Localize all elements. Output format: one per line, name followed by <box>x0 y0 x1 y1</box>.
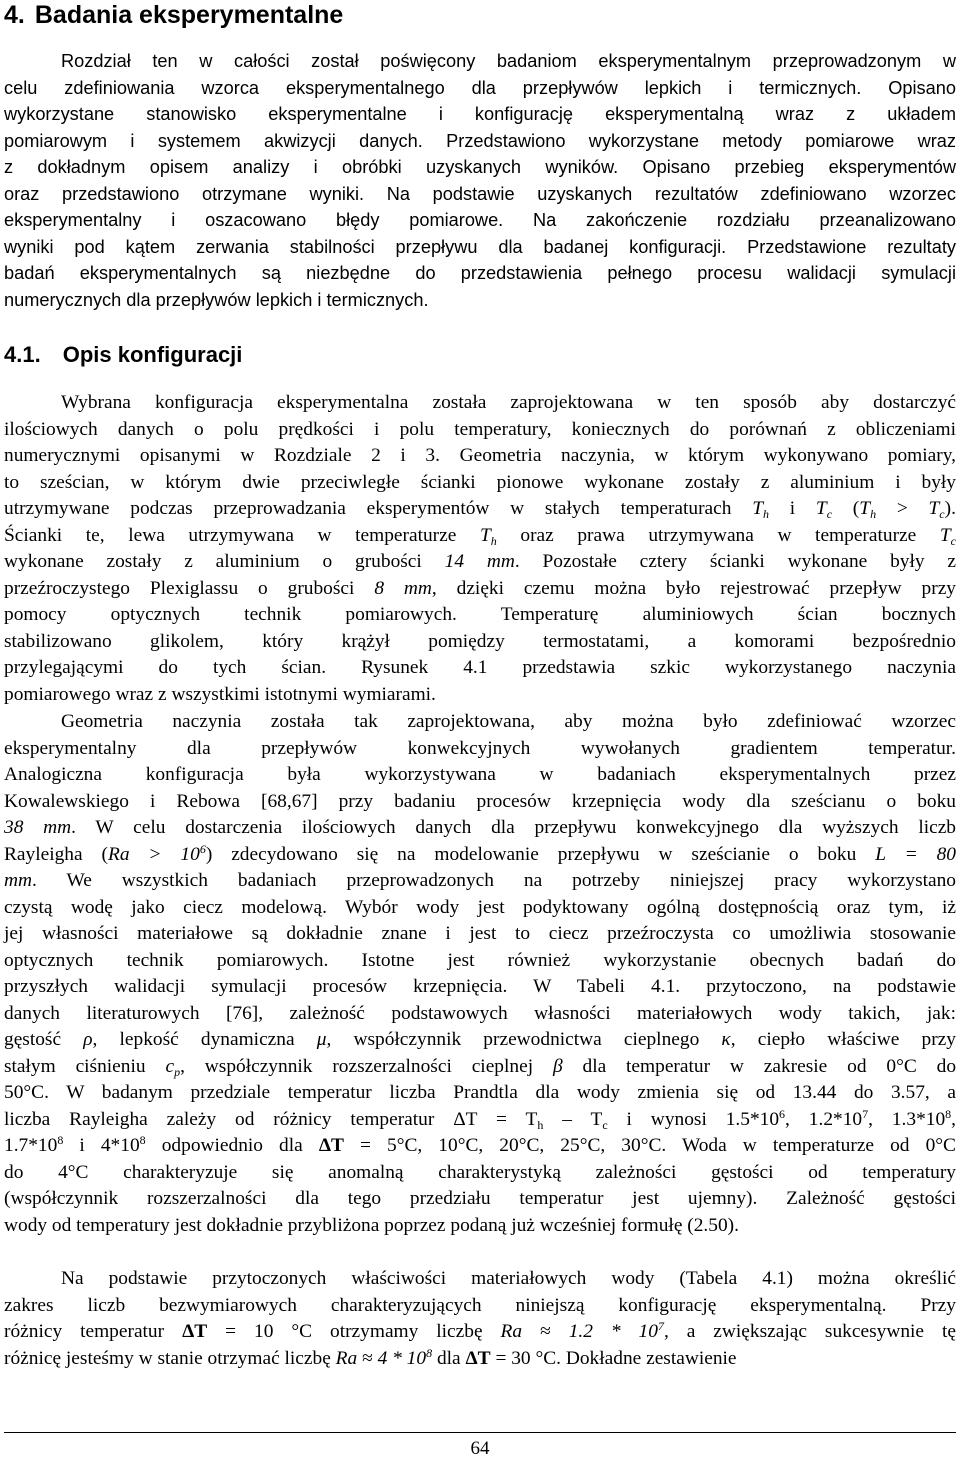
intro-line: pomiarowym i systemem akwizycji danych. Przedstawiono wykorzystane metody pomiarowe wraz <box>4 130 956 151</box>
text-line: 50°C. W badanym przedziale temperatur liczba Prandtla dla wody zmienia się od 13.44 do 3.57, a <box>4 1082 956 1103</box>
text-line: Geometria naczynia została tak zaprojektowana, aby można było zdefiniować wzorzec <box>61 711 956 732</box>
text-line: numerycznymi opisanymi w Rozdziale 2 i 3. Geometria naczynia, w którym wykonywano pomiary, <box>4 445 956 466</box>
text-line: pomocy optycznych technik pomiarowych. Temperaturę aluminiowych ścian bocznych <box>4 604 956 625</box>
text-line: różnicy temperatur ΔT = 10 °C otrzymamy liczbę $Ra \approx 1.2 * 10^7$, a zwiększając sukcesywnie tę <box>4 1319 956 1342</box>
text-line: przeźroczystego Plexiglassu o grubości 8 mm, dzięki czemu można było rejestrować przepływ przy <box>4 577 956 599</box>
intro-line: eksperymentalny i oszacowano błędy pomiarowe. Na zakończenie rozdziału przeanalizowano <box>4 210 956 230</box>
text-line: czystą wodę jako ciecz modelową. Wybór wody jest podyktowany ogólną dostępnością oraz tym, iż <box>4 896 956 918</box>
text-line: Analogiczna konfiguracja była wykorzystywana w badaniach eksperymentalnych przez <box>4 764 956 785</box>
text-line: liczba Rayleigha zależy od różnicy temperatur $\Delta T = T_h - T_c$ i wynosi $1.5*10^6$, $1.2*10^7$, $1.3*10^8$, <box>4 1106 957 1132</box>
text-line: stałym ciśnieniu $c_p$, współczynnik rozszerzalności cieplnej β dla temperatur w zakresie od 0°C do <box>4 1055 957 1079</box>
text-line: mm. We wszystkich badaniach przeprowadzonych na potrzeby niniejszej pracy wykorzystano <box>4 870 956 891</box>
text-line: optycznych technik pomiarowych. Istotne jest również wykorzystanie obecnych badań do <box>4 949 956 971</box>
text-line: (współczynnik rozszerzalności dla tego przedziału temperatur jest ujemny). Zależność gęstości <box>4 1188 956 1209</box>
text-line: jej własności materiałowe są dokładnie znane i jest to ciecz przeźroczysta co umożliwia stosowanie <box>4 923 956 944</box>
text-line: eksperymentalny dla przepływów konwekcyjnych wywołanych gradientem temperatur. <box>4 737 956 759</box>
text-line: $1.7*10^8$ i $4*10^8$ odpowiednio dla ΔT = 5°C, 10°C, 20°C, 25°C, 30°C. Woda w temperaturze od 0°C <box>4 1133 956 1156</box>
text-line: to sześcian, w którym dwie przeciwległe ścianki pionowe wykonane zostały z aluminium i były <box>4 471 956 493</box>
text-line: Rayleigha $(Ra > 10^6)$ zdecydowano się na modelowanie przepływu w sześcianie o boku L = 80 <box>4 841 956 865</box>
intro-line: badań eksperymentalnych są niezbędne do przedstawienia pełnego procesu walidacji symulacji <box>4 263 956 283</box>
document-page <box>4 0 956 1472</box>
chapter-title: Badania eksperymentalne <box>34 1 344 29</box>
intro-line: wyniki pod kątem zerwania stabilności przepływu dla badanej konfiguracji. Przedstawione rezultaty <box>4 236 956 257</box>
paragraph-geometry <box>4 709 956 1239</box>
text-line: zakres liczb bezwymiarowych charakteryzujących niniejszą konfigurację eksperymentalną. Przy <box>4 1294 956 1316</box>
text-line: różnicę jesteśmy w stanie otrzymać liczbę $Ra \approx 4 * 10^8$ dla ΔT = 30 °C. Dokładne zestawienie <box>4 1345 737 1369</box>
text-line: wykonane zostały z aluminium o grubości 14 mm. Pozostałe cztery ścianki wykonane były z <box>4 551 956 572</box>
text-line: pomiarowego wraz z wszystkimi istotnymi wymiarami. <box>4 683 436 705</box>
intro-line: Rozdział ten w całości został poświęcony badaniom eksperymentalnym przeprowadzonym w <box>61 51 956 71</box>
intro-line: oraz przedstawiono otrzymane wyniki. Na podstawie uzyskanych rezultatów zdefiniowano wzorzec <box>4 183 956 204</box>
text-line: danych literaturowych [76], zależność podstawowych własności materiałowych wody takich, jak: <box>4 1002 956 1024</box>
text-line: stabilizowano glikolem, który krążył pomiędzy termostatami, a komorami bezpośrednio <box>4 630 956 652</box>
text-line: wody od temperatury jest dokładnie przybliżona poprzez podaną już wcześniej formułę (2.50). <box>4 1214 739 1236</box>
page-number: 64 <box>470 1438 490 1459</box>
section-title: Opis konfiguracji <box>62 342 243 367</box>
text-line: 38 mm. W celu dostarczenia ilościowych danych dla przepływu konwekcyjnego dla wyższych liczb <box>4 817 957 838</box>
intro-line: z dokładnym opisem analizy i obróbki uzyskanych wyników. Opisano przebieg eksperymentów <box>4 157 956 177</box>
intro-line: wykorzystane stanowisko eksperymentalne i konfigurację eksperymentalną wraz z układem <box>4 104 956 124</box>
section-heading <box>4 340 242 370</box>
text-line: Na podstawie przytoczonych właściwości materiałowych wody (Tabela 4.1) można określić <box>61 1268 956 1289</box>
text-line: gęstość ρ, lepkość dynamiczna μ, współczynnik przewodnictwa cieplnego κ, ciepło właściwe przy <box>4 1029 956 1050</box>
chapter-heading <box>4 0 343 30</box>
intro-line: celu zdefiniowania wzorca eksperymentalnego dla przepływów lepkich i termicznych. Opisano <box>4 77 956 98</box>
text-line: do 4°C charakteryzuje się anomalną charakterystyką zależności gęstości od temperatury <box>4 1161 956 1183</box>
text-line: Wybrana konfiguracja eksperymentalna została zaprojektowana w ten sposób aby dostarczyć <box>61 392 956 413</box>
text-line: utrzymywane podczas przeprowadzania eksperymentów w stałych temperaturach $T_h$ i $T_c$ $(T_h > T_c)$. <box>4 498 956 521</box>
footer-divider <box>4 1432 956 1433</box>
text-line: przylegającymi do tych ścian. Rysunek 4.1 przedstawia szkic wykorzystanego naczynia <box>4 657 956 678</box>
text-line: ilościowych danych o polu prędkości i polu temperatury, koniecznych do porównań z obliczeniami <box>4 418 956 440</box>
text-line: przyszłych walidacji symulacji procesów krzepnięcia. W Tabeli 4.1. przytoczono, na podstawie <box>4 976 956 997</box>
intro-line: numerycznych dla przepływów lepkich i termicznych. <box>4 289 429 310</box>
chapter-number: 4. <box>4 1 25 29</box>
paragraph-configuration <box>4 390 956 708</box>
paragraph-dimensionless-numbers <box>4 1266 956 1372</box>
section-number: 4.1. <box>4 342 41 367</box>
intro-paragraph <box>4 48 956 313</box>
text-line: Ścianki te, lewa utrzymywana w temperaturze $T_h$ oraz prawa utrzymywana w temperaturze $T_c$ <box>4 524 956 548</box>
text-line: Kowalewskiego i Rebowa [68,67] przy badaniu procesów krzepnięcia wody dla sześcianu o boku <box>4 790 956 812</box>
